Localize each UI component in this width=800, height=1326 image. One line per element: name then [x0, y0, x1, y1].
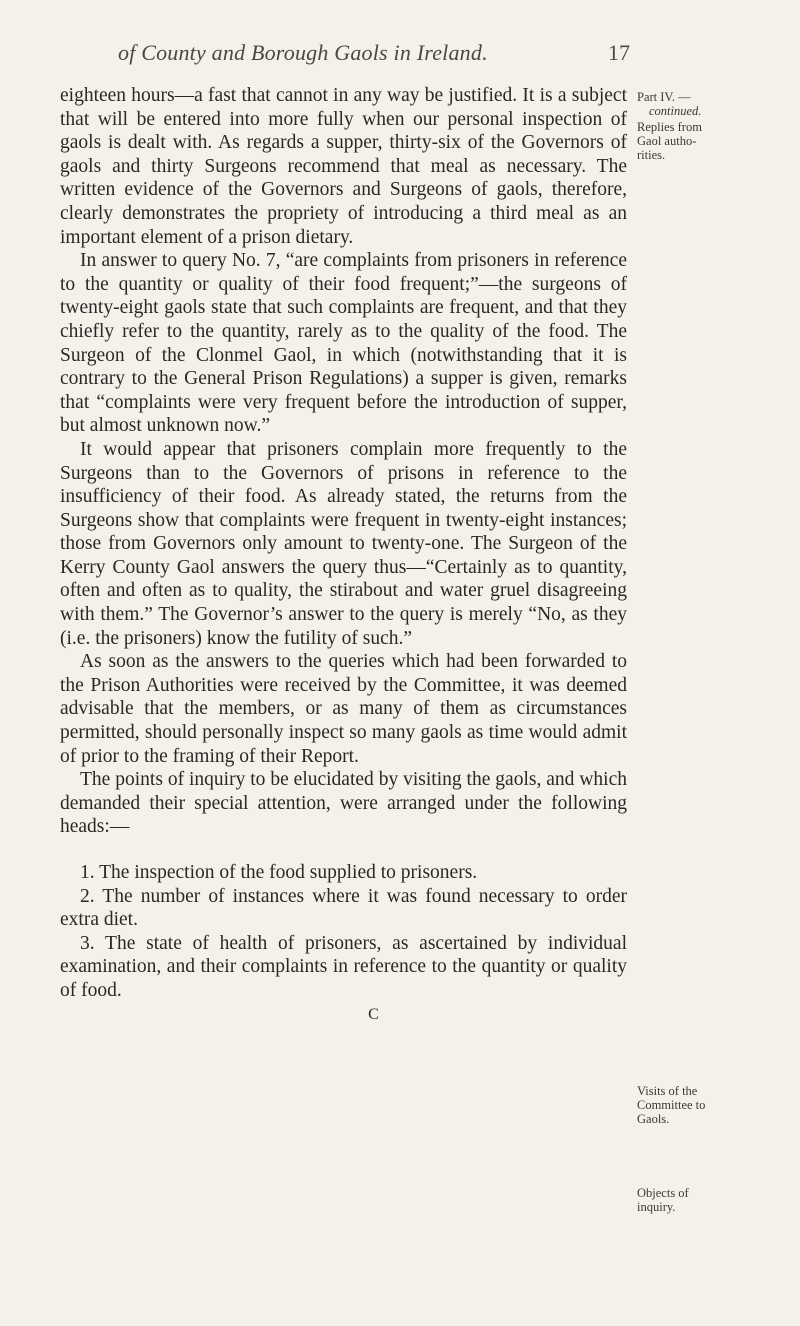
margin-note-part-label: Part IV. — [637, 90, 691, 104]
paragraph: The points of inquiry to be elucidated by visiting the gaols, and which demanded their special attention, were arranged under the following heads:— [60, 769, 627, 838]
margin-note-objects-line-2: inquiry. [637, 1200, 676, 1214]
margin-note-replies-line-3: rities. [637, 148, 666, 162]
margin-note-visits-line-1: Visits of the [637, 1084, 698, 1098]
paragraph: In answer to query No. 7, “are complaints from prisoners in reference to the quantity or quality of their food frequent;”—the surgeons of twenty-eight gaols state that such complaints are frequent, and that they chiefly refer to the quantity, rarely as to the quality of the food. The Surgeon of the Clonmel Gaol, in which (notwithstanding that it is contrary to the General Prison Regulations) a supper is given, remarks that “complaints were very frequent before the introduction of supper, but almost unknown now.” [60, 250, 627, 437]
running-title: of County and Borough Gaols in Ireland. [118, 40, 488, 65]
margin-note-continued: continued. [649, 104, 702, 118]
margin-note-replies-line-2: Gaol autho- [637, 134, 697, 148]
list-item: 1. The inspection of the food supplied to prisoners. [80, 862, 478, 883]
page-header [0, 40, 800, 70]
page-number: 17 [608, 40, 630, 65]
margin-note-objects-line-1: Objects of [637, 1186, 689, 1200]
paragraph: As soon as the answers to the queries which had been forwarded to the Prison Authorities were received by the Committee, it was deemed advisable that the members, or as many of them as circumstances permitted, should personally inspect so many gaols as time would admit of prior to the framing of their Report. [60, 651, 627, 767]
signature-mark: C [368, 1005, 379, 1023]
paragraph: eighteen hours—a fast that cannot in any way be justified. It is a subject that will be entered into more fully when our personal inspection of gaols is dealt with. As regards a supper, thirty-six of the Governors of gaols and thirty Surgeons recommend that meal as necessary. The written evidence of the Governors and Surgeons of gaols, therefore, clearly demonstrates the propriety of introducing a third meal as an important element of a prison dietary. [60, 85, 627, 248]
margin-note-replies [637, 120, 707, 162]
margin-note-visits-line-3: Gaols. [637, 1112, 670, 1126]
margin-note-visits [637, 1084, 707, 1126]
list-item: 2. The number of instances where it was found necessary to order extra diet. [60, 885, 627, 931]
body-text [60, 84, 627, 1026]
paragraph: It would appear that prisoners complain more frequently to the Surgeons than to the Governors of prisons in reference to the insufficiency of their food. As already stated, the returns from the Surgeons show that complaints were frequent in twenty-eight instances; those from Governors only amount to twenty-one. The Surgeon of the Kerry County Gaol answers the query thus—“Certainly as to quantity, often and often as to quality, the stirabout and water gruel disagreeing with them.” The Governor’s answer to the query is merely “No, as they (i.e. the prisoners) know the futility of such.” [60, 438, 627, 649]
inquiry-list [60, 861, 627, 1003]
list-item: 3. The state of health of prisoners, as ascertained by individual examination, and their complaints in reference to the quantity or quality of food. [60, 932, 627, 1001]
margin-note-visits-line-2: Committee to [637, 1098, 706, 1112]
margin-note-replies-line-1: Replies from [637, 120, 702, 134]
margin-note-part [637, 90, 707, 118]
margin-note-objects [637, 1186, 707, 1214]
